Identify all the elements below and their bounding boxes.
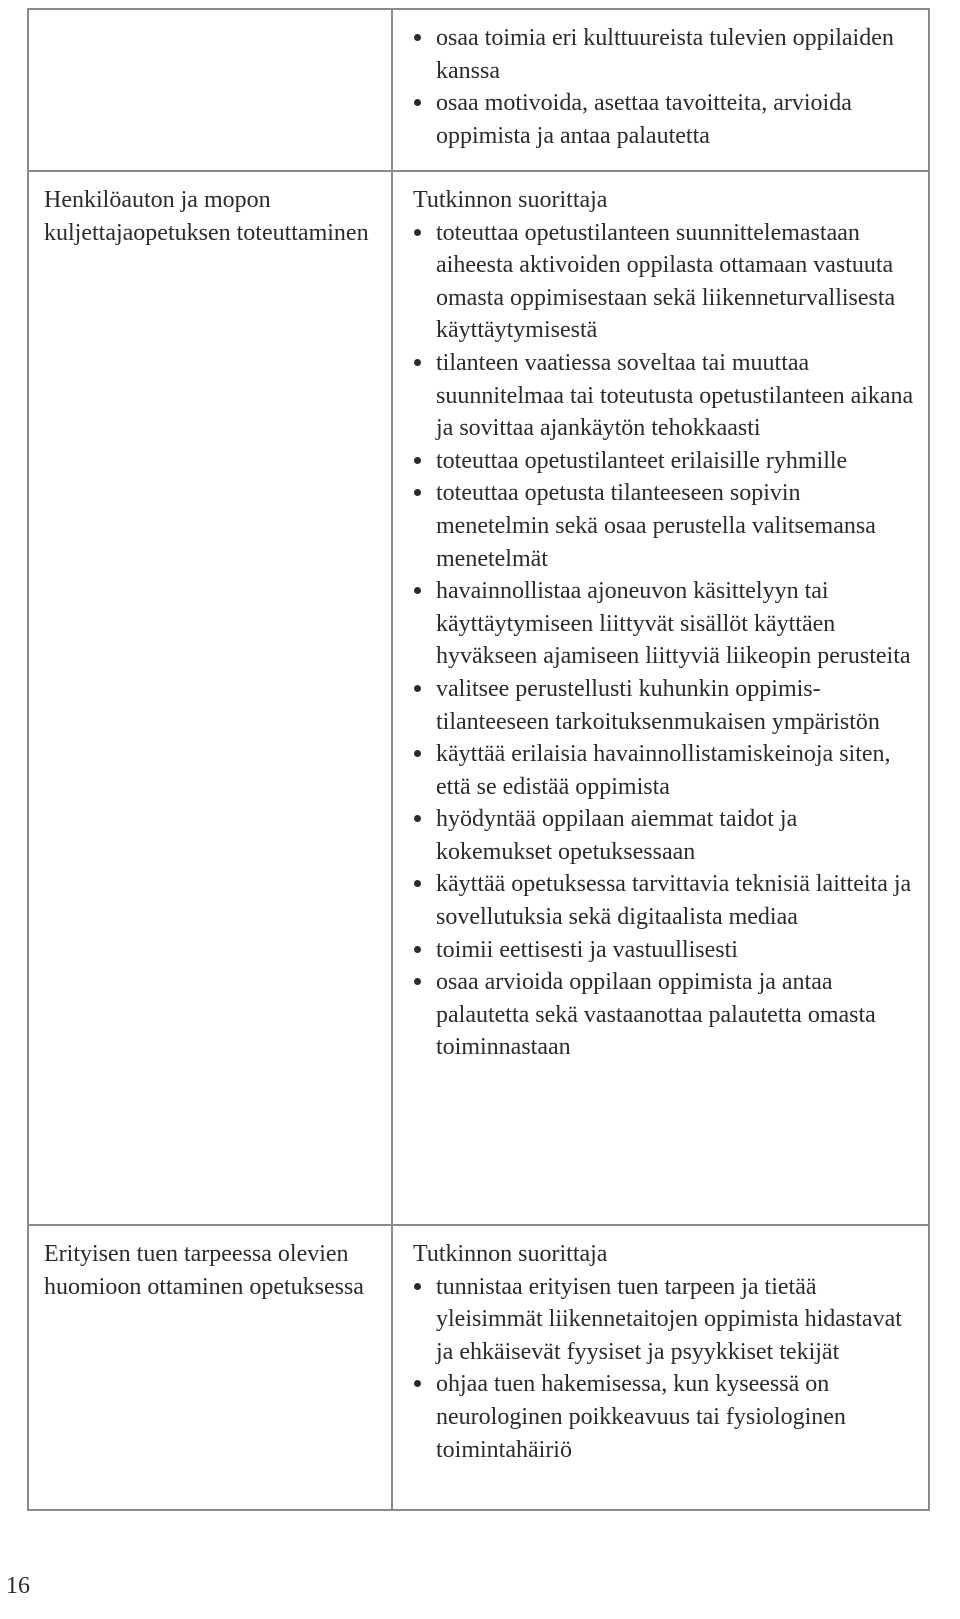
topic-text xyxy=(29,10,391,22)
list-item: ohjaa tuen hakemisessa, kun kyseessä on neurologinen poikkeavuus tai fysiologinen toimintahäiriö xyxy=(413,1368,914,1466)
list-item: osaa motivoida, asettaa tavoitteita, arvioida oppimista ja antaa palautetta xyxy=(413,87,914,152)
table-row xyxy=(28,171,929,1225)
criteria-list xyxy=(413,217,914,1064)
criteria-cell xyxy=(392,1225,929,1510)
topic-cell xyxy=(28,1225,392,1510)
intro-text: Tutkinnon suorittaja xyxy=(413,187,608,213)
list-item: osaa toimia eri kulttuureista tulevien oppilaiden kanssa xyxy=(413,22,914,87)
topic-cell xyxy=(28,171,392,1225)
criteria-list xyxy=(413,22,914,152)
list-item: osaa arvioida oppilaan oppimista ja antaa palautetta sekä vastaanottaa palautetta omasta toiminnastaan xyxy=(413,966,914,1064)
table-row xyxy=(28,9,929,171)
list-item: tunnistaa erityisen tuen tarpeen ja tietää yleisimmät liikennetaitojen oppimista hidastavat ja ehkäisevät fyysiset ja psyykkiset tekijät xyxy=(413,1271,914,1369)
topic-text: Erityisen tuen tarpeessa olevien huomioon ottaminen opetuksessa xyxy=(44,1241,364,1300)
list-item: käyttää opetuksessa tarvittavia teknisiä laitteita ja sovellutuksia sekä digitaalista mediaa xyxy=(413,868,914,933)
list-item: tilanteen vaatiessa soveltaa tai muuttaa suunnitelmaa tai toteutusta opetustilanteen aikana ja sovittaa ajankäytön tehokkaasti xyxy=(413,347,914,445)
criteria-cell xyxy=(392,171,929,1225)
list-item: toteuttaa opetustilanteet erilaisille ryhmille xyxy=(413,445,914,478)
intro-text: Tutkinnon suorittaja xyxy=(413,1241,608,1267)
topic-text: Henkilöauton ja mopon kuljettajaopetuksen toteuttaminen xyxy=(44,187,369,246)
criteria-list xyxy=(413,1271,914,1467)
topic-cell xyxy=(28,9,392,171)
list-item: toteuttaa opetustilanteen suunnittelemastaan aiheesta aktivoiden oppilasta ottamaan vastuuta omasta oppimisestaan sekä liikenneturvallisesta käyttäytymisestä xyxy=(413,217,914,347)
list-item: toimii eettisesti ja vastuullisesti xyxy=(413,934,914,967)
criteria-cell xyxy=(392,9,929,171)
competence-table xyxy=(27,8,930,1511)
list-item: valitsee perustellusti kuhunkin oppimis-tilanteeseen tarkoituksenmukaisen ympäristön xyxy=(413,673,914,738)
table-row xyxy=(28,1225,929,1510)
page-number: 16 xyxy=(6,1573,30,1599)
list-item: käyttää erilaisia havainnollistamiskeinoja siten, että se edistää oppimista xyxy=(413,738,914,803)
list-item: toteuttaa opetusta tilanteeseen sopivin menetelmin sekä osaa perustella valitsemansa menetelmät xyxy=(413,477,914,575)
list-item: hyödyntää oppilaan aiemmat taidot ja kokemukset opetuksessaan xyxy=(413,803,914,868)
list-item: havainnollistaa ajoneuvon käsittelyyn tai käyttäytymiseen liittyvät sisällöt käyttäen hyväkseen ajamiseen liittyviä liikeopin perusteita xyxy=(413,575,914,673)
